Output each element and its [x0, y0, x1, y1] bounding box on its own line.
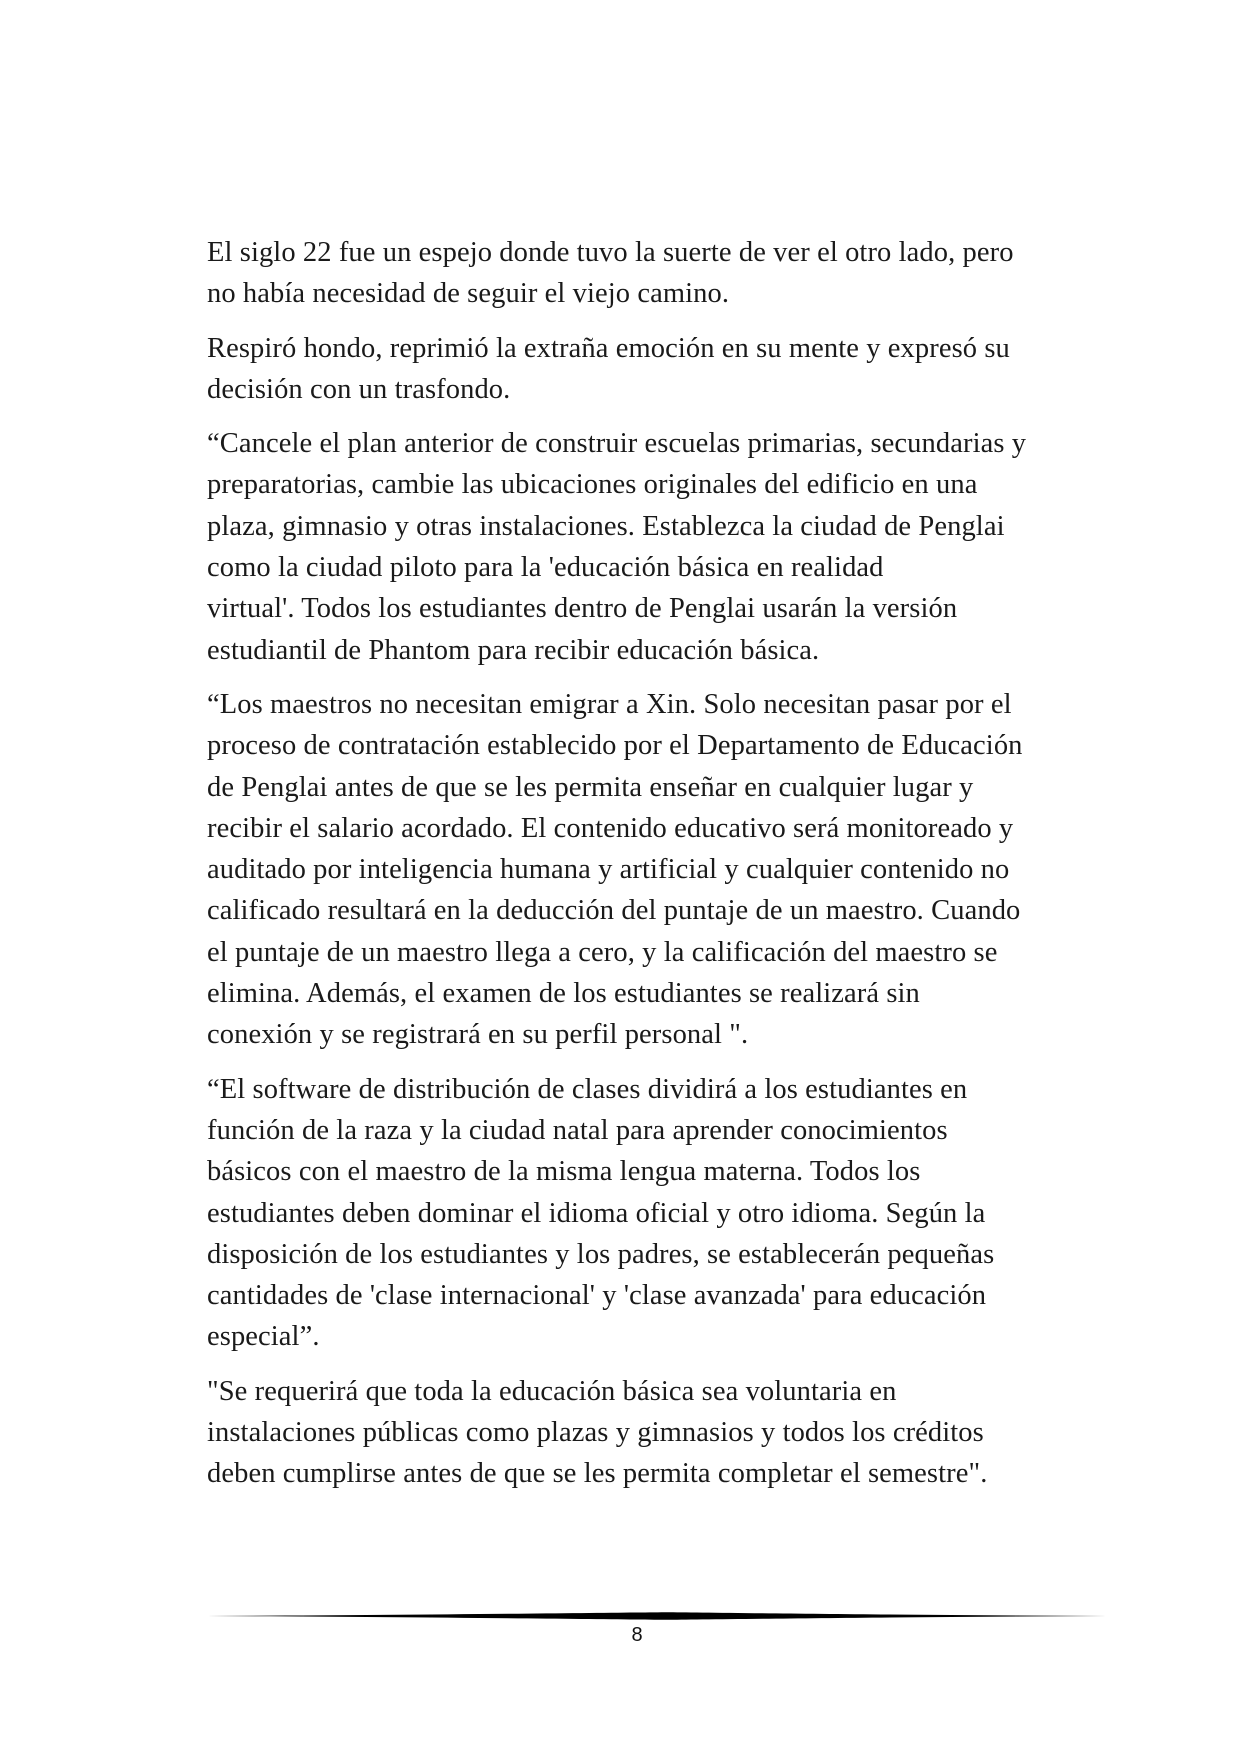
text-line: básicos con el maestro de la misma lengua materna. Todos los — [207, 1156, 921, 1188]
paragraph-2 — [207, 328, 1067, 411]
text-line: El siglo 22 fue un espejo donde tuvo la suerte de ver el otro lado, pero — [207, 237, 1014, 268]
text-line: función de la raza y la ciudad natal para aprender conocimientos — [207, 1114, 948, 1146]
text-line: “Cancele el plan anterior de construir escuelas primarias, secundarias y — [207, 428, 1027, 460]
text-line: cantidades de 'clase internacional' y 'clase avanzada' para educación — [207, 1280, 987, 1312]
text-line: elimina. Además, el examen de los estudiantes se realizará sin — [207, 978, 920, 1010]
text-line: virtual'. Todos los estudiantes dentro de Penglai usarán la versión — [207, 593, 958, 625]
text-line: “El software de distribución de clases dividirá a los estudiantes en — [207, 1073, 968, 1105]
text-line: el puntaje de un maestro llega a cero, y la calificación del maestro se — [207, 936, 998, 968]
text-line: auditado por inteligencia humana y artificial y cualquier contenido no — [207, 854, 1010, 886]
text-line: conexión y se registrará en su perfil personal ". — [207, 1019, 749, 1051]
text-line: decisión con un trasfondo. — [207, 373, 511, 405]
text-line: como la ciudad piloto para la 'educación básica en realidad — [207, 552, 884, 584]
text-line: de Penglai antes de que se les permita enseñar en cualquier lugar y — [207, 771, 974, 803]
paragraph-5 — [207, 1069, 1067, 1358]
text-line: instalaciones públicas como plazas y gimnasios y todos los créditos — [207, 1417, 984, 1449]
page-number: 8 — [631, 1624, 643, 1646]
text-line: deben cumplirse antes de que se les permita completar el semestre". — [207, 1458, 988, 1490]
text-line: preparatorias, cambie las ubicaciones originales del edificio en una — [207, 469, 978, 501]
footer-divider — [207, 1609, 1107, 1623]
paragraph-3 — [207, 423, 1067, 671]
text-line: estudiantes deben dominar el idioma oficial y otro idioma. Según la — [207, 1197, 986, 1229]
body-text — [207, 232, 1067, 1508]
paragraph-4 — [207, 684, 1067, 1056]
text-line: plaza, gimnasio y otras instalaciones. Establezca la ciudad de Penglai — [207, 510, 1005, 542]
text-line: estudiantil de Phantom para recibir educación básica. — [207, 634, 820, 666]
text-line: calificado resultará en la deducción del puntaje de un maestro. Cuando — [207, 895, 1021, 927]
text-line: no había necesidad de seguir el viejo camino. — [207, 278, 730, 310]
paragraph-6 — [207, 1371, 1067, 1495]
text-line: Respiró hondo, reprimió la extraña emoción en su mente y expresó su — [207, 332, 1010, 364]
text-line: proceso de contratación establecido por el Departamento de Educación — [207, 730, 1023, 762]
text-line: "Se requerirá que toda la educación básica sea voluntaria en — [207, 1375, 897, 1407]
paragraph-1 — [207, 232, 1067, 315]
text-line: “Los maestros no necesitan emigrar a Xin. Solo necesitan pasar por el — [207, 688, 1012, 720]
text-line: disposición de los estudiantes y los padres, se establecerán pequeñas — [207, 1238, 995, 1270]
text-line: especial”. — [207, 1321, 320, 1353]
text-line: recibir el salario acordado. El contenido educativo será monitoreado y — [207, 812, 1014, 844]
